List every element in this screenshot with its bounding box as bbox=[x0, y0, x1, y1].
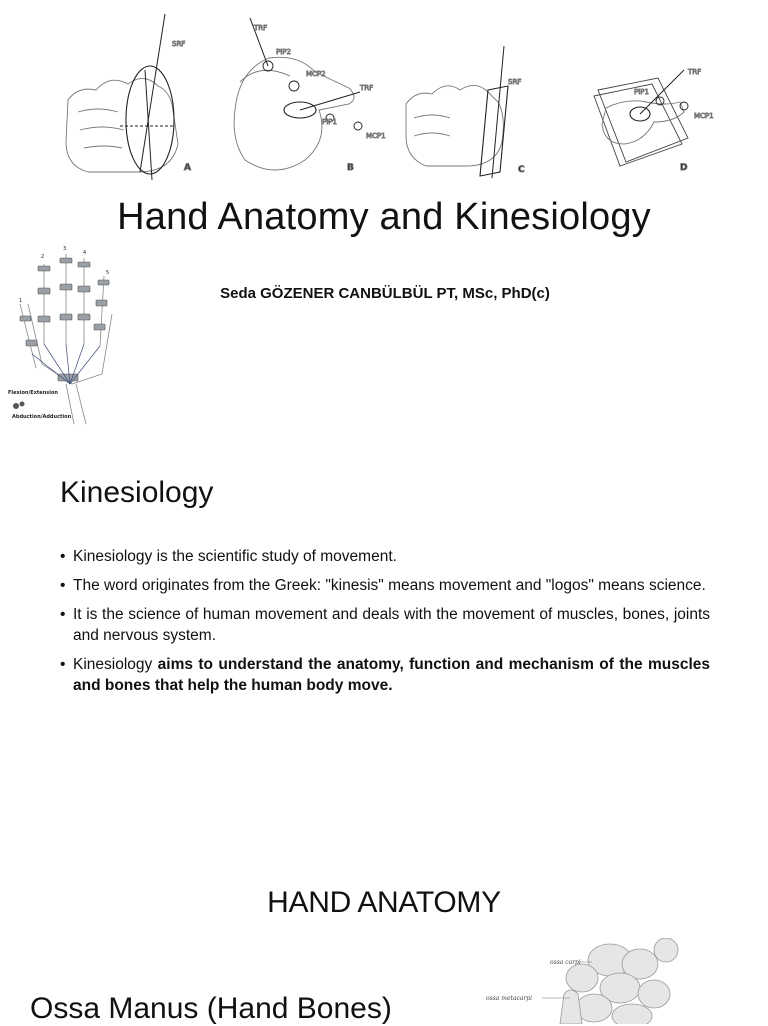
panel-b-label-mcp2: MCP2 bbox=[306, 70, 326, 78]
panel-a-letter: A bbox=[184, 163, 191, 173]
hand-fig-digit-5: 5 bbox=[106, 270, 110, 276]
carpal-bones-figure bbox=[470, 938, 680, 1024]
hand-fig-legend-flexion: Flexion/Extension bbox=[8, 390, 58, 396]
figure-panel-d bbox=[594, 68, 714, 173]
author-line: Seda GÖZENER CANBÜLBÜL PT, MSc, PhD(c) bbox=[220, 285, 550, 302]
panel-b-label-pip2: PIP2 bbox=[276, 48, 291, 56]
figure-panel-a bbox=[66, 14, 191, 180]
panel-c-label-srf: SRF bbox=[508, 78, 522, 86]
list-item: • Kinesiology aims to understand the anatomy, function and mechanism of the muscles and bones that help the human body move. bbox=[60, 656, 711, 694]
hand-joints-figure bbox=[8, 244, 123, 426]
panel-d-label-mcp1: MCP1 bbox=[694, 112, 714, 120]
hand-fig-digit-1: 1 bbox=[19, 298, 23, 304]
panel-b-label-mcp1: MCP1 bbox=[366, 132, 386, 140]
panel-b-label-trf-1: TRF bbox=[254, 24, 268, 32]
hand-fig-digit-4: 4 bbox=[83, 250, 87, 256]
panel-b-letter: B bbox=[347, 163, 354, 173]
list-item: • The word originates from the Greek: "kinesis" means movement and "logos" means science. bbox=[60, 577, 706, 594]
hand-fig-digit-2: 2 bbox=[41, 254, 45, 260]
panel-d-label-trf: TRF bbox=[688, 68, 702, 76]
figure-panel-c bbox=[406, 46, 525, 178]
presentation-title: Hand Anatomy and Kinesiology bbox=[117, 196, 651, 238]
hand-grip-figure-strip bbox=[0, 0, 768, 190]
panel-d-label-pip1: PIP1 bbox=[634, 88, 649, 96]
kinesiology-bullet-list bbox=[60, 546, 710, 704]
panel-b-label-trf-2: TRF bbox=[360, 84, 374, 92]
panel-a-label-srf: SRF bbox=[172, 40, 186, 48]
bone-label-ossa-carpi: ossa carpi bbox=[550, 959, 581, 966]
hand-anatomy-heading: HAND ANATOMY bbox=[267, 886, 501, 919]
panel-b-label-pip1: PIP1 bbox=[322, 118, 337, 126]
ossa-manus-heading: Ossa Manus (Hand Bones) bbox=[30, 992, 392, 1025]
bone-label-ossa-metacarpi: ossa metacarpi bbox=[486, 995, 533, 1002]
bullet-emphasis: aims to understand the anatomy, function and mechanism of the muscles and bones that help the human body move. bbox=[73, 656, 711, 694]
kinesiology-heading: Kinesiology bbox=[60, 476, 214, 509]
figure-panel-b bbox=[234, 18, 385, 173]
panel-c-letter: C bbox=[518, 165, 525, 175]
hand-fig-digit-3: 3 bbox=[63, 246, 67, 252]
panel-d-letter: D bbox=[680, 163, 688, 173]
hand-fig-legend-abduction: Abduction/Adduction bbox=[12, 414, 72, 420]
list-item: • It is the science of human movement and deals with the movement of muscles, bones, joints and nervous system. bbox=[60, 606, 710, 644]
list-item: • Kinesiology is the scientific study of movement. bbox=[60, 548, 397, 565]
